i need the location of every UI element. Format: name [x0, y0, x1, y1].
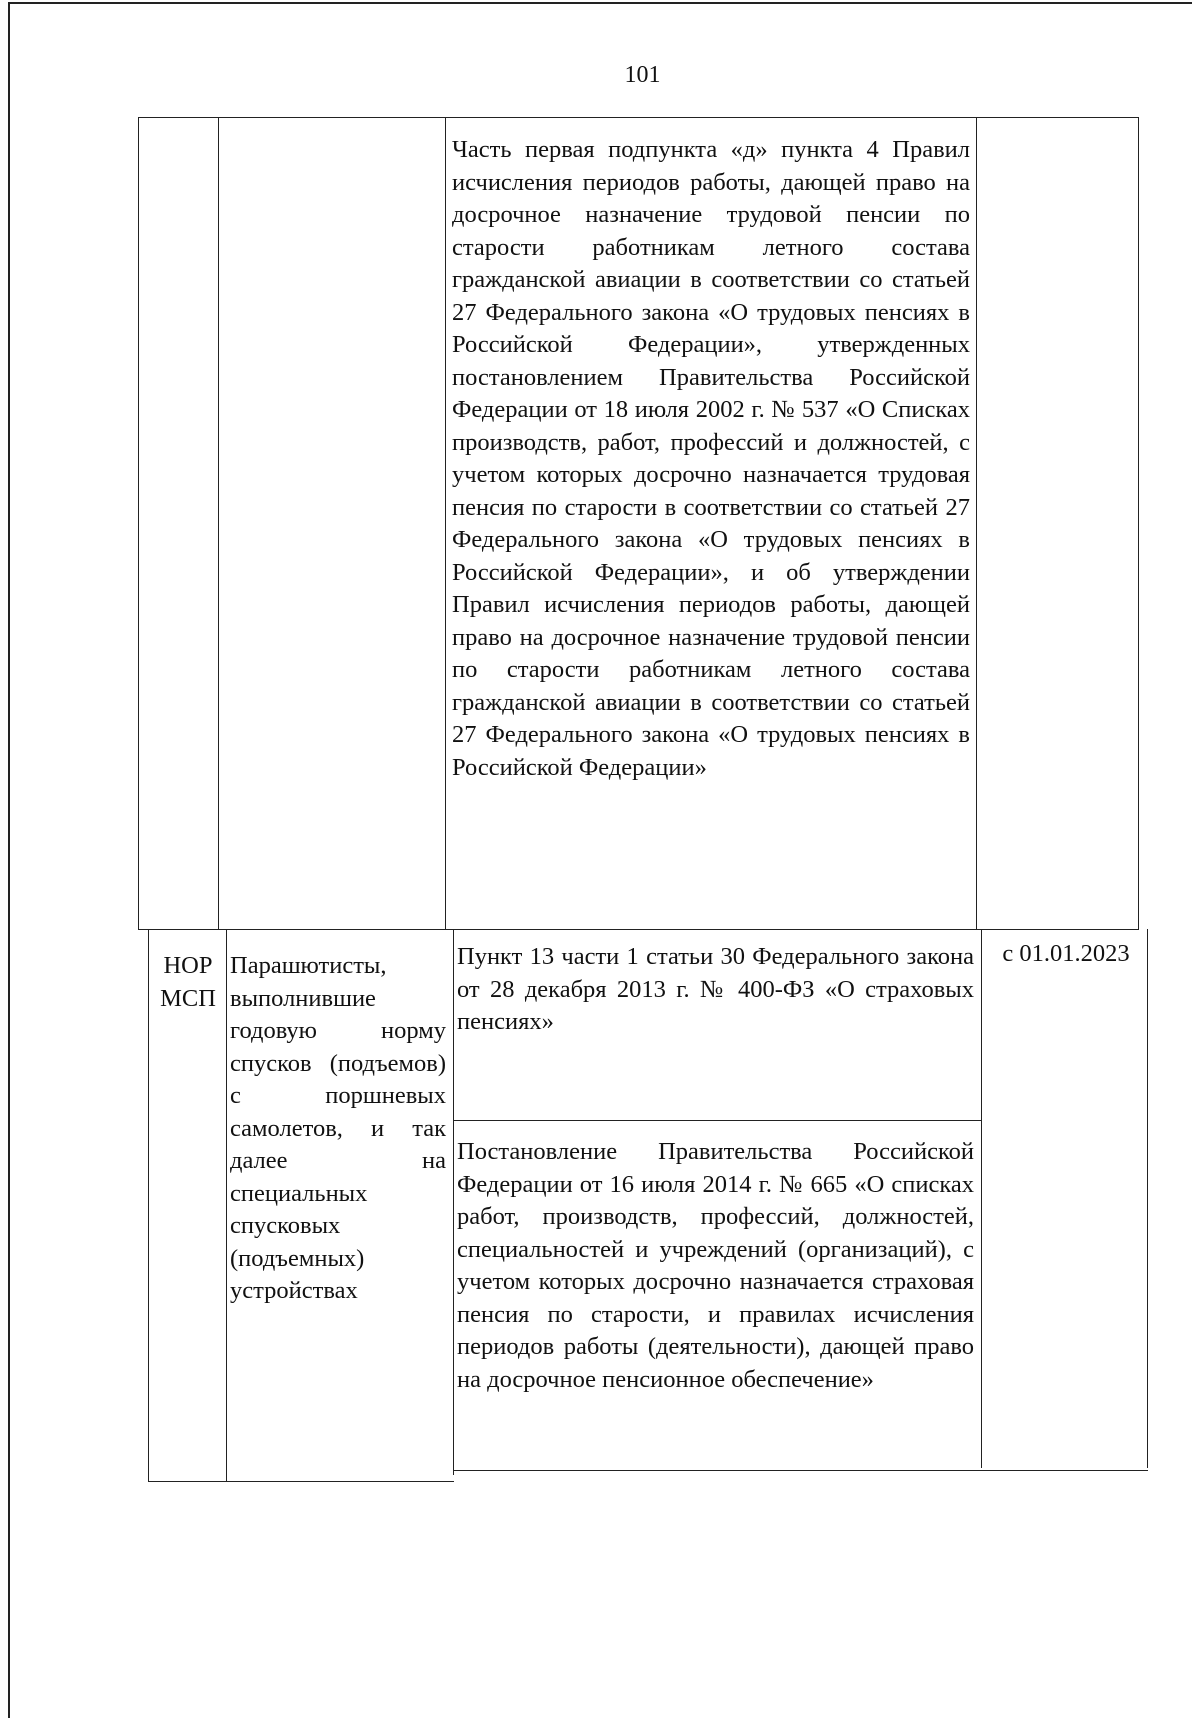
legal-basis-cell: Постановление Правительства Российской Федерации от 16 июля 2014 г. № 665 «О списках работ, производств, профессий, должностей, специальностей и учреждений (организаций), с учетом которых досрочно назначается страховая пенсия по старости, и правилах исчисления периодов работы (деятельности), дающей право на досрочное пенсионное обеспечение»	[457, 1138, 974, 1393]
table-line	[453, 1470, 1148, 1471]
table-line	[445, 117, 446, 929]
table-line	[1147, 929, 1148, 1468]
table-line	[226, 929, 227, 1482]
description-cell: Парашютисты, выполнившие годовую норму спусков (подъемов) с поршневых самолетов, и так далее на специальных спусковых (подъемных) устройствах	[230, 952, 446, 1304]
legal-basis-cell: Часть первая подпункта «д» пункта 4 Правил исчисления периодов работы, дающей право на досрочное назначение трудовой пенсии по старости работникам летного состава гражданской авиации в соответствии со статьей 27 Федерального закона «О трудовых пенсиях в Российской Федерации», утвержденных постановлением Правительства Российской Федерации от 18 июля 2002 г. № 537 «О Списках производств, работ, профессий и должностей, с учетом которых досрочно назначается трудовая пенсия по старости в соответствии со статьей 27 Федерального закона «О трудовых пенсиях в Российской Федерации», и об утверждении Правил исчисления периодов работы, дающей право на досрочное назначение трудовой пенсии по старости работникам летного состава гражданской авиации в соответствии со статьей 27 Федерального закона «О трудовых пенсиях в Российской Федерации»	[452, 136, 970, 781]
table-line	[1138, 117, 1139, 929]
table-line	[976, 117, 977, 929]
table-line	[218, 117, 219, 929]
page-number: 101	[624, 62, 661, 88]
effective-date-cell: с 01.01.2023	[1002, 940, 1130, 967]
table-line	[138, 929, 1139, 930]
table-line	[148, 929, 149, 1482]
table-line	[138, 117, 1139, 118]
legal-basis-cell: Пункт 13 части 1 статьи 30 Федерального закона от 28 декабря 2013 г. № 400-ФЗ «О страховых пенсиях»	[457, 943, 974, 1035]
table-line	[148, 1481, 454, 1482]
table-line	[138, 117, 139, 929]
table-line	[453, 1120, 981, 1121]
table-line	[981, 929, 982, 1468]
code-cell: НОР МСП	[160, 952, 216, 1012]
table-line	[453, 929, 454, 1475]
